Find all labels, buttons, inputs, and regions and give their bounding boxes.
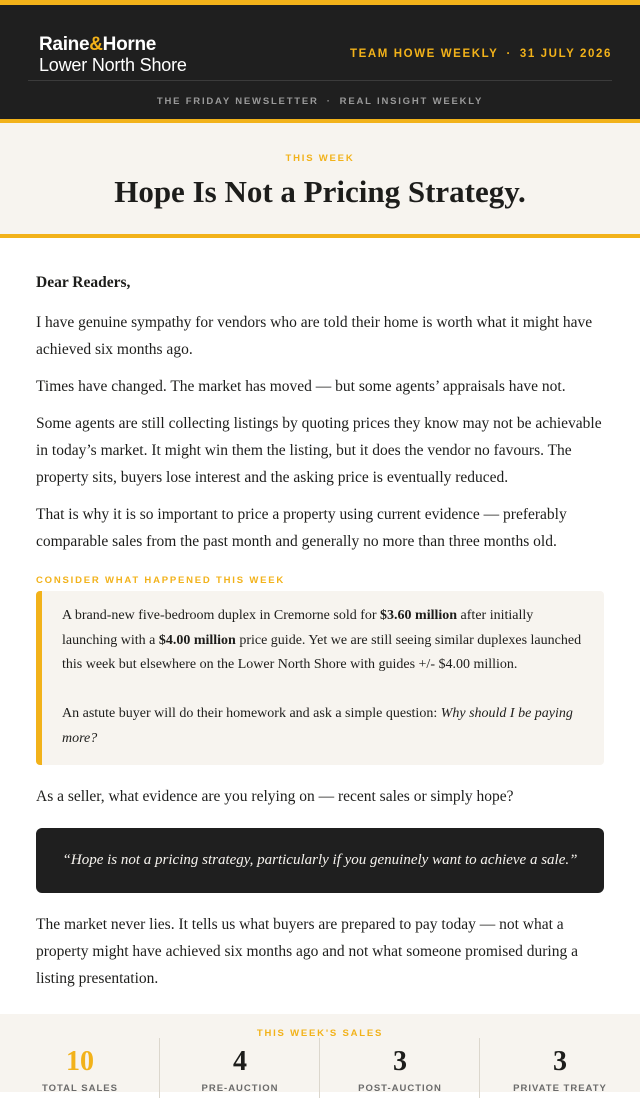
paragraph-3: Some agents are still collecting listings by quoting prices they know may not be achievable in today’s market. It might win them the listing, but it does the vendor no favours. The property sits, buyers lose interest and the asking price is eventually reduced. — [36, 415, 602, 486]
stat-label: POST-AUCTION — [358, 1083, 442, 1094]
tagline-left: THE FRIDAY NEWSLETTER — [156, 96, 319, 107]
paragraph-4: That is why it is so important to price a property using current evidence — preferably comparable sales from the past month and generally no more than three months old. — [36, 506, 567, 550]
hero-kicker: THIS WEEK — [285, 153, 355, 164]
stat-label: TOTAL SALES — [42, 1083, 118, 1094]
brand-name-raine: Raine — [39, 34, 90, 55]
stat-post-auction — [319, 1038, 480, 1098]
issue-name: TEAM HOWE WEEKLY — [349, 48, 499, 60]
stat-value: 3 — [553, 1046, 567, 1077]
buyer-question: Why should I be paying more? — [62, 706, 573, 746]
brand-ampersand: & — [89, 34, 103, 55]
article-title: Hope Is Not a Pricing Strategy. — [114, 174, 526, 209]
tagline — [0, 96, 640, 107]
article-body — [0, 272, 640, 992]
brand-office: Lower North Shore — [39, 55, 187, 75]
hero-section — [0, 123, 640, 234]
issue-date: 31 JULY 2026 — [519, 48, 612, 60]
stat-total-sales — [0, 1038, 160, 1098]
callout-paragraph-1: A brand-new five-bedroom duplex in Cremorne sold for $3.60 million after initially launching with a $4.00 million price guide. Yet we are still seeing similar duplexes launched this week but elsewhere on the Lower North Shore with guides +/- $4.00 million. — [62, 608, 582, 672]
brand-name-horne: Horne — [102, 34, 157, 55]
guide-price: $4.00 million — [158, 632, 236, 648]
stat-label: PRE-AUCTION — [201, 1083, 279, 1094]
paragraph-1: I have genuine sympathy for vendors who are told their home is worth what it might have achieved six months ago. — [36, 314, 593, 358]
hero-gold-rule — [0, 234, 640, 238]
stat-label: PRIVATE TREATY — [513, 1083, 607, 1094]
issue-separator: · — [506, 48, 512, 60]
paragraph-5: As a seller, what evidence are you relying on — recent sales or simply hope? — [36, 788, 514, 805]
stat-value: 10 — [66, 1046, 94, 1077]
newsletter-header — [0, 5, 640, 119]
tagline-separator: · — [326, 96, 332, 107]
greeting: Dear Readers, — [36, 274, 131, 291]
stat-value: 4 — [233, 1046, 247, 1077]
example-callout — [36, 591, 604, 765]
callout-paragraph-2: An astute buyer will do their homework and ask a simple question: Why should I be paying more? — [62, 706, 573, 746]
brand-logo — [39, 35, 187, 75]
weekly-sales-stats — [0, 1014, 640, 1092]
example-label: CONSIDER WHAT HAPPENED THIS WEEK — [36, 575, 286, 586]
stats-kicker: THIS WEEK'S SALES — [256, 1028, 384, 1039]
pull-quote — [36, 828, 604, 893]
issue-info — [350, 48, 612, 60]
stat-private-treaty — [479, 1038, 640, 1098]
paragraph-6: The market never lies. It tells us what buyers are prepared to pay today — not what a property might have achieved six months ago and not what someone promised during a listing presentation. — [36, 916, 578, 987]
pull-quote-text: “Hope is not a pricing strategy, particularly if you genuinely want to achieve a sale.” — [62, 852, 578, 868]
stat-value: 3 — [393, 1046, 407, 1077]
header-divider — [28, 80, 612, 81]
paragraph-2: Times have changed. The market has moved — but some agents’ appraisals have not. — [36, 378, 566, 395]
sold-price: $3.60 million — [380, 608, 458, 623]
tagline-right: REAL INSIGHT WEEKLY — [339, 96, 484, 107]
stat-pre-auction — [159, 1038, 320, 1098]
